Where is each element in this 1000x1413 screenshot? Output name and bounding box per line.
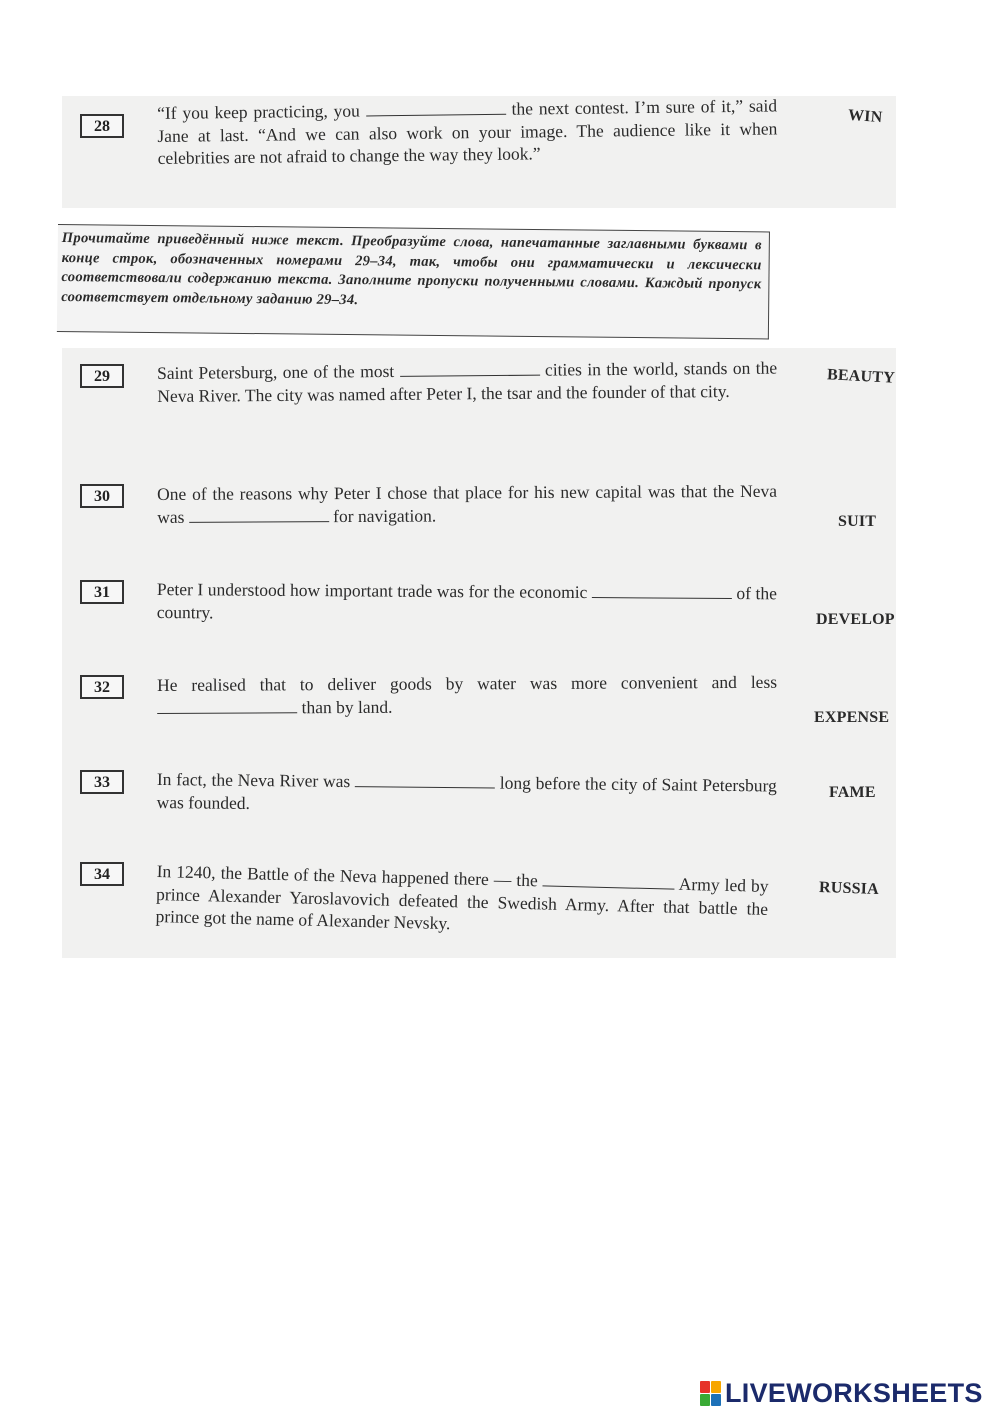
task-number: 29 xyxy=(80,364,124,388)
task-text xyxy=(157,94,778,169)
text-before-gap: Peter I understood how important trade was for the economic xyxy=(156,579,588,603)
liveworksheets-logo-text: LIVEWORKSHEETS xyxy=(725,1377,983,1408)
task-number: 32 xyxy=(80,675,124,699)
text-after-gap: cities in the world, stands on the Neva River. The city was named after Peter I, the tsar and the founder of that city. xyxy=(157,357,778,406)
key-word: WIN xyxy=(847,106,883,127)
key-word: DEVELOP xyxy=(816,611,895,628)
text-after-gap: Army led by prince Alexander Yaroslavovich defeated the Swedish Army. After that battle the prince got the name of Alexander Nevsky. xyxy=(155,873,769,934)
task-number: 30 xyxy=(80,484,124,508)
answer-gap[interactable] xyxy=(400,361,540,377)
instruction-box xyxy=(57,224,770,339)
key-word: EXPENSE xyxy=(814,709,890,726)
text-before-gap: In fact, the Neva River was xyxy=(156,768,351,792)
text-after-gap: of the country. xyxy=(156,583,777,622)
text-after-gap: long before the city of Saint Petersburg was founded. xyxy=(156,772,777,813)
key-word: RUSSIA xyxy=(818,878,880,899)
text-before-gap: Saint Petersburg, one of the most xyxy=(157,360,395,383)
key-word: SUIT xyxy=(838,513,877,530)
instruction-text: Прочитайте приведённый ниже текст. Преобразуйте слова, напечатанные заглавными буквами в конце строк, обозначенных номерами 29–34, так, чтобы они грамматически и лексически соответствовали содержанию текста. Заполните пропуски полученными словами. Каждый пропуск соответствует отдельному заданию 29–34. xyxy=(61,230,762,308)
task-number: 28 xyxy=(80,114,124,138)
answer-gap[interactable] xyxy=(592,583,732,599)
text-before-gap: One of the reasons why Peter I chose that place for his new capital was that the Neva was xyxy=(157,480,778,527)
key-word: BEAUTY xyxy=(826,366,896,387)
answer-gap[interactable] xyxy=(355,772,495,788)
text-before-gap: “If you keep practicing, you xyxy=(157,100,360,123)
task-number: 33 xyxy=(80,770,124,794)
task-text xyxy=(157,578,777,627)
text-after-gap: the next contest. I’m sure of it,” said Jane at last. “And we can also work on your image. The audience like it when celebrities are not afraid to change the way they look.” xyxy=(157,95,778,168)
answer-gap[interactable] xyxy=(189,507,329,523)
answer-gap[interactable] xyxy=(543,871,675,889)
text-before-gap: In 1240, the Battle of the Neva happened there — the xyxy=(156,860,539,891)
task-text xyxy=(157,480,777,528)
key-word: FAME xyxy=(829,784,876,801)
text-after-gap: than by land. xyxy=(301,696,393,717)
answer-gap[interactable] xyxy=(157,698,297,714)
text-after-gap: for navigation. xyxy=(333,505,437,526)
task-text xyxy=(157,357,777,407)
liveworksheets-logo-icon xyxy=(700,1379,722,1407)
task-text xyxy=(157,671,777,719)
task-number: 34 xyxy=(80,862,124,886)
answer-gap[interactable] xyxy=(366,100,506,117)
liveworksheets-logo xyxy=(700,1376,983,1410)
task-number: 31 xyxy=(80,580,124,604)
task-text xyxy=(157,768,777,819)
text-before-gap: He realised that to deliver goods by water was more convenient and less xyxy=(157,671,778,695)
